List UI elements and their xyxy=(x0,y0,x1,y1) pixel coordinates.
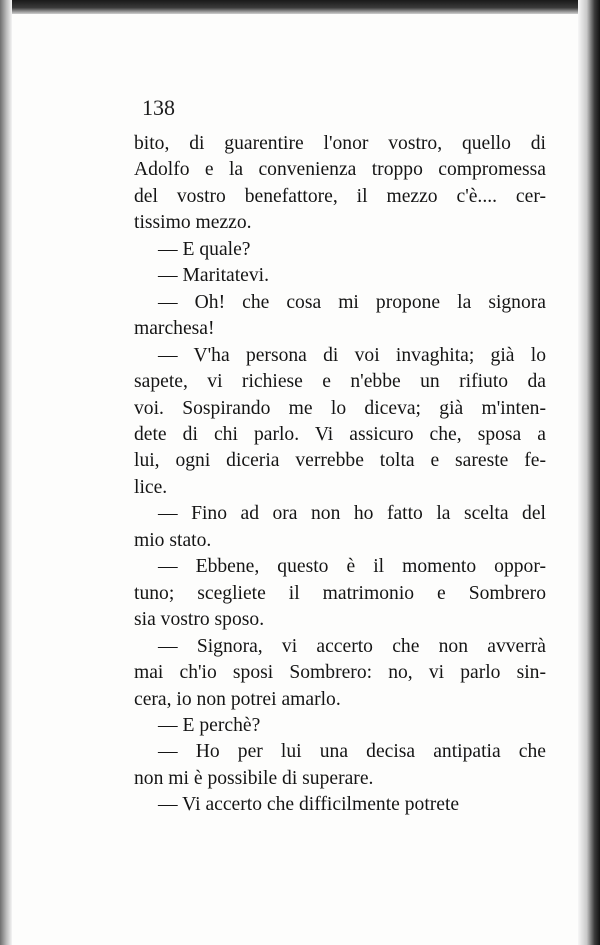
dialogue-line: — Ho per lui una decisa antipatia che xyxy=(158,741,546,763)
dialogue-line: — Signora, vi accerto che non avverrà xyxy=(158,635,546,657)
dialogue-line: — Fino ad ora non ho fatto la scelta del xyxy=(158,503,546,525)
dialogue-line: — Oh! che cosa mi propone la signora xyxy=(158,291,546,313)
text-line: voi. Sospirando me lo diceva; già m'inten- xyxy=(134,397,546,419)
text-line: tuno; scegliete il matrimonio e Sombrero xyxy=(134,582,546,604)
text-line: sia vostro sposo. xyxy=(134,609,265,631)
text-line: mai ch'io sposi Sombrero: no, vi parlo sin- xyxy=(134,662,546,684)
text-line: lice. xyxy=(134,476,168,498)
scan-right-edge xyxy=(578,0,600,945)
page-number: 138 xyxy=(142,95,175,120)
text-line: dete di chi parlo. Vi assicuro che, sposa a xyxy=(134,423,546,445)
text-line: cera, io non potrei amarlo. xyxy=(134,688,341,710)
text-line: tissimo mezzo. xyxy=(134,212,252,234)
dialogue-line: — E perchè? xyxy=(158,714,261,736)
dialogue-line: — Vi accerto che difficilmente potrete xyxy=(158,794,460,816)
text-line: bito, di guarentire l'onor vostro, quello di xyxy=(134,133,546,154)
dialogue-line: — E quale? xyxy=(158,238,251,260)
dialogue-line: — V'ha persona di voi invaghita; già lo xyxy=(158,344,546,366)
body-text xyxy=(134,131,546,819)
text-line: Adolfo e la convenienza troppo compromessa xyxy=(134,159,546,181)
text-line: lui, ogni diceria verrebbe tolta e sareste fe- xyxy=(134,450,546,472)
text-line: sapete, vi richiese e n'ebbe un rifiuto da xyxy=(134,371,546,393)
scan-top-shadow xyxy=(0,0,600,14)
text-line: marchesa! xyxy=(134,318,215,340)
text-line: del vostro benefattore, il mezzo c'è.... cer- xyxy=(134,185,546,207)
dialogue-line: — Ebbene, questo è il momento oppor- xyxy=(158,556,546,578)
text-line: mio stato. xyxy=(134,529,212,551)
dialogue-line: — Maritatevi. xyxy=(158,265,269,287)
scan-left-gutter xyxy=(0,0,12,945)
text-line: non mi è possibile di superare. xyxy=(134,767,374,789)
